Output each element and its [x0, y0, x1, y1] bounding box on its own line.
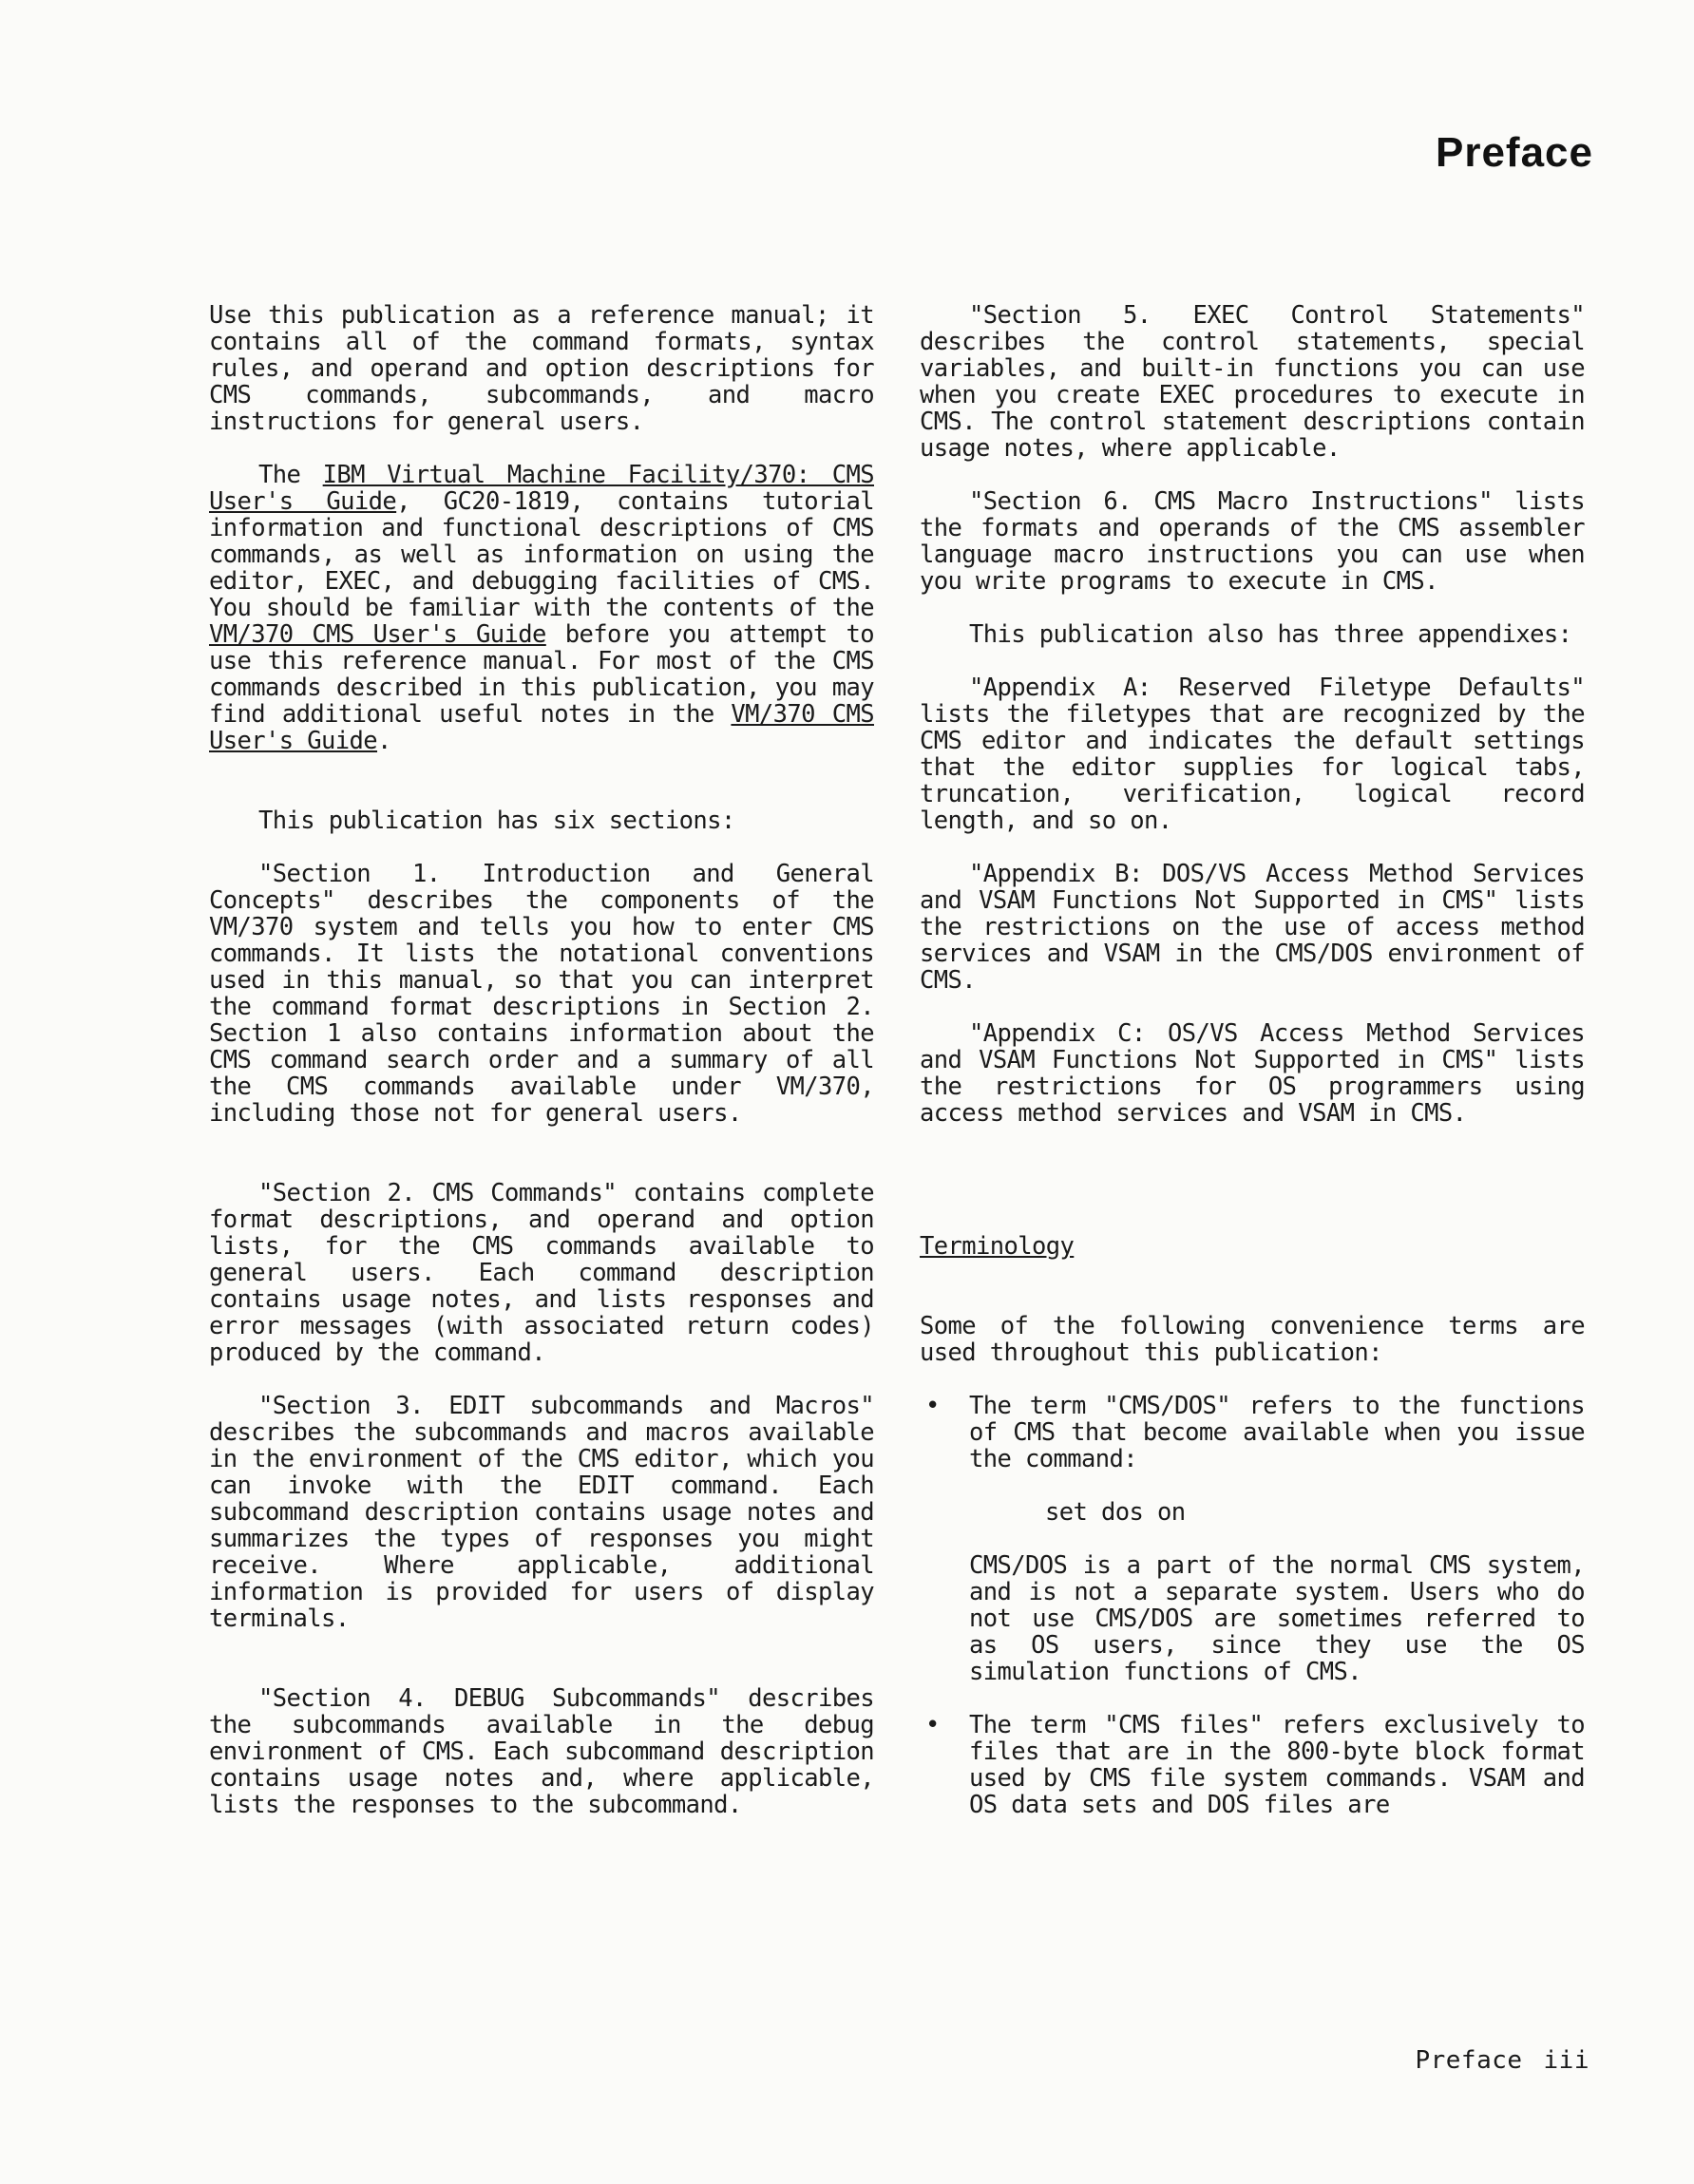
list-item [920, 1393, 1585, 1685]
appendix-c-description: "Appendix C: OS/VS Access Method Services and VSAM Functions Not Supported in CMS" lists the restrictions for OS programmers using access method services and VSAM in CMS. [920, 1019, 1585, 1128]
cms-dos-explanation: CMS/DOS is a part of the normal CMS system, and is not a separate system. Users who do not use CMS/DOS are sometimes referred to as OS users, since they use the OS simulation functions of CMS. [969, 1551, 1585, 1686]
section-4-description: "Section 4. DEBUG Subcommands" describes the subcommands available in the debug environment of CMS. Each subcommand description contains usage notes and, where applicable, lists the responses to the subcommand. [209, 1684, 874, 1819]
section-1-description: "Section 1. Introduction and General Concepts" describes the components of the VM/370 system and tells you how to enter CMS commands. It lists the notational conventions used in this manual, so that you can interpret the command format descriptions in Section 2. Section 1 also contains information about the CMS command search order and a summary of all the CMS commands available under VM/370, including those not for general users. [209, 860, 874, 1128]
appendix-a-description: "Appendix A: Reserved Filetype Defaults" lists the filetypes that are recognized by the CMS editor and indicates the default settings that the editor supplies for logical tabs, truncation, verification, logical record length, and so on. [920, 674, 1585, 835]
bullet-icon: • [925, 1392, 940, 1420]
users-guide-paragraph: The IBM Virtual Machine Facility/370: CMS User's Guide, GC20-1819, contains tutorial information and functional descriptions of CMS commands, as well as information on using the editor, EXEC, and debugging facilities of CMS. You should be familiar with the contents of the VM/370 CMS User's Guide before you attempt to use this reference manual. For most of the CMS commands described in this publication, you may find additional useful notes in the VM/370 CMS User's Guide. [209, 461, 875, 755]
spacer [920, 1153, 1585, 1233]
terminology-heading: Terminology [920, 1232, 1075, 1261]
section-2-description: "Section 2. CMS Commands" contains complete format descriptions, and operand and option lists, for the CMS commands available to general users. Each command description contains usage notes, and lists responses and error messages (with associated return codes) produced by the command. [209, 1179, 874, 1367]
bullet-icon: • [925, 1711, 940, 1739]
page-title: Preface [1435, 129, 1593, 176]
spacer [209, 1659, 874, 1685]
page-number: iii [1543, 2046, 1589, 2075]
list-item [920, 1712, 1585, 1818]
right-column [920, 302, 1585, 1845]
section-5-description: "Section 5. EXEC Control Statements" describes the control statements, special variables, and built-in functions you can use when you create EXEC procedures to execute in CMS. The control statement descriptions contain usage notes, where applicable. [920, 301, 1585, 463]
footer-label: Preface [1415, 2046, 1523, 2075]
spacer [209, 781, 874, 807]
section-3-description: "Section 3. EDIT subcommands and Macros" describes the subcommands and macros available in the environment of the CMS editor, which you can invoke with the EDIT command. Each subcommand description contains usage notes and summarizes the types of responses you might receive. Where applicable, additional information is provided for users of display terminals. [209, 1392, 874, 1633]
left-column [209, 302, 874, 1845]
cms-files-term: The term "CMS files" refers exclusively to files that are in the 800-byte block format used by CMS file system commands. VSAM and OS data sets and DOS files are [969, 1711, 1585, 1819]
cms-dos-term: The term "CMS/DOS" refers to the functions of CMS that become available when you issue the command: [969, 1392, 1585, 1473]
users-guide-title: IBM Virtual Machine Facility/370: CMS User's Guide [209, 461, 874, 516]
page-footer [1415, 2046, 1589, 2075]
command-example: set dos on [1045, 1498, 1186, 1527]
users-guide-reference: VM/370 CMS User's Guide [209, 700, 874, 755]
terminology-intro: Some of the following convenience terms are used throughout this publication: [920, 1312, 1585, 1367]
intro-paragraph: Use this publication as a reference manual; it contains all of the command formats, syntax rules, and operand and option descriptions for CMS commands, subcommands, and macro instructions for general users. [209, 301, 874, 436]
sections-intro: This publication has six sections: [258, 807, 735, 835]
appendixes-intro: This publication also has three appendixes: [969, 620, 1572, 649]
terminology-list [920, 1393, 1585, 1818]
section-6-description: "Section 6. CMS Macro Instructions" lists the formats and operands of the CMS assembler language macro instructions you can use when you write programs to execute in CMS. [920, 487, 1585, 596]
spacer [209, 1153, 874, 1180]
appendix-b-description: "Appendix B: DOS/VS Access Method Services and VSAM Functions Not Supported in CMS" lists the restrictions on the use of access method services and VSAM in the CMS/DOS environment of CMS. [920, 860, 1585, 995]
users-guide-reference: VM/370 CMS User's Guide [209, 620, 546, 649]
